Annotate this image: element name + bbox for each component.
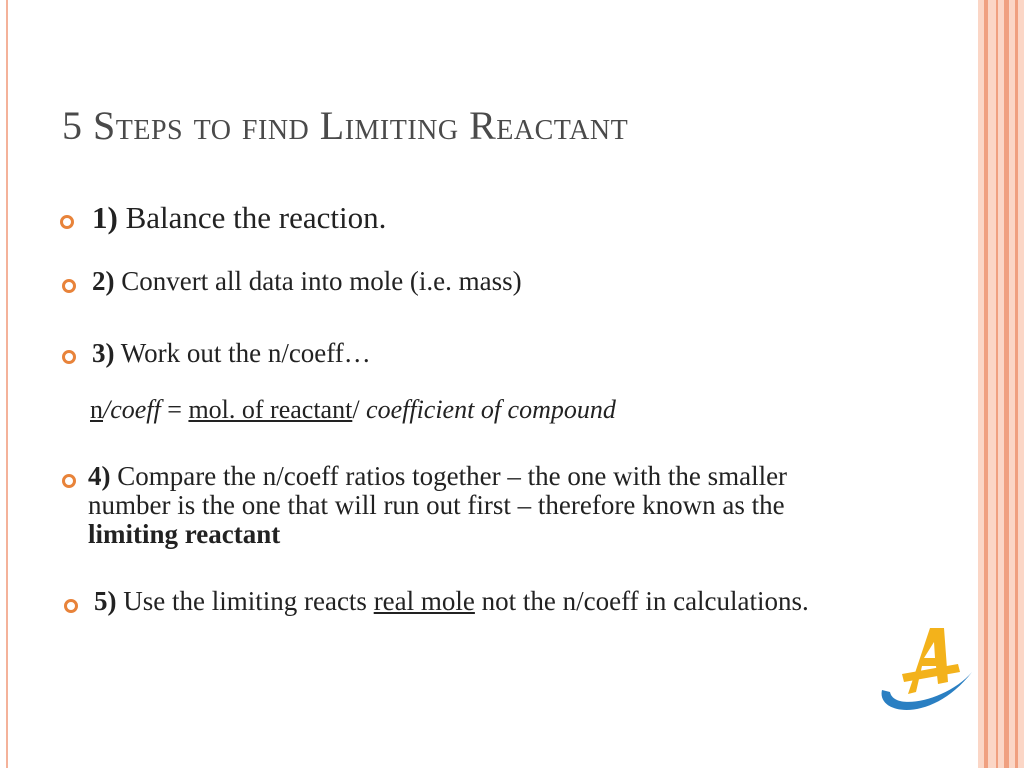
step-5 [94, 586, 834, 616]
logo-a-crossbar [902, 664, 960, 682]
bullet-icon [62, 474, 76, 488]
right-stripe [1004, 0, 1009, 768]
right-stripe [996, 0, 998, 768]
step-3 [92, 338, 371, 369]
step-number: 5) [94, 586, 117, 616]
step-text: not the n/coeff in calculations. [481, 586, 809, 616]
step-text: Convert all data into mole (i.e. mass) [121, 266, 522, 296]
bullet-icon [64, 599, 78, 613]
step-1 [92, 200, 386, 236]
formula [90, 395, 616, 425]
step-4 [88, 462, 848, 549]
formula-coeff: /coeff [103, 395, 161, 424]
formula-coefficient: coefficient of compound [359, 395, 616, 424]
left-border-stripe [6, 0, 8, 768]
bullet-icon [62, 279, 76, 293]
formula-equals: = [160, 395, 189, 424]
step-2 [92, 266, 522, 297]
step-text: Compare the n/coeff ratios together – the one with the smaller number is the one that will run out first – therefore known as the [88, 461, 788, 520]
bullet-icon [62, 350, 76, 364]
logo-icon [872, 620, 978, 726]
formula-n: n [90, 395, 103, 424]
step-number: 2) [92, 266, 115, 296]
step-number: 3) [92, 338, 115, 368]
step-number: 4) [88, 461, 111, 491]
step-text: Balance the reaction. [125, 200, 387, 235]
step-number: 1) [92, 200, 118, 235]
slide-title: 5 Steps to find Limiting Reactant [62, 103, 629, 148]
step-bold-text: limiting reactant [88, 519, 281, 549]
right-stripe [1015, 0, 1018, 768]
step-text: Use the limiting reacts [123, 586, 367, 616]
right-stripe [984, 0, 988, 768]
formula-mol: mol. of reactant [188, 395, 353, 424]
step-text: Work out the n/coeff… [120, 338, 371, 368]
bullet-icon [60, 215, 74, 229]
logo-a-letter [908, 628, 948, 694]
formula-slash: / [352, 395, 360, 424]
step-underlined-text: real mole [373, 586, 475, 616]
